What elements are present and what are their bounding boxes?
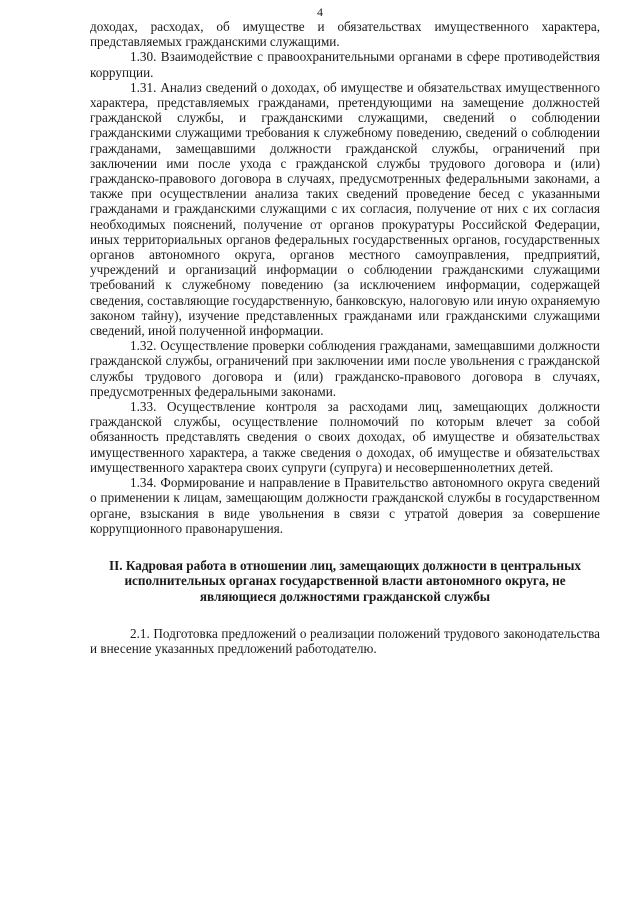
page-number: 4 (317, 5, 323, 19)
paragraph-2-1: 2.1. Подготовка предложений о реализации положений трудового законодательства и внесение указанных предложений работодателю. (90, 626, 600, 657)
document-body (90, 19, 600, 657)
paragraph-continuation: доходах, расходах, об имуществе и обязательствах имущественного характера, представляемых гражданскими служащими. (90, 19, 600, 50)
paragraph-1-33: 1.33. Осуществление контроля за расходами лиц, замещающих должности гражданской службы, осуществление полномочий по которым влечет за собой обязанность представлять сведения о своих доходах, об имуществе и обязательствах имущественного характера, а также сведения о доходах, об имуществе и обязательствах имущественного характера своих супруги (супруга) и несовершеннолетних детей. (90, 399, 600, 475)
section-heading-ii: II. Кадровая работа в отношении лиц, замещающих должности в центральных исполнительных органах государственной власти автономного округа, не являющиеся должностями гражданской службы (109, 557, 581, 604)
paragraph-1-32: 1.32. Осуществление проверки соблюдения гражданами, замещавшими должности гражданской службы, ограничений при заключении ими после увольнения с гражданской службы трудового договора и (или) гражданско-правового договора в случаях, предусмотренных федеральными законами. (90, 338, 600, 399)
paragraph-1-31: 1.31. Анализ сведений о доходах, об имуществе и обязательствах имущественного характера, представляемых гражданами, претендующими на замещение должностей гражданской службы, и гражданскими служащими, сведений о соблюдении гражданскими служащими требования к служебному поведению, сведений о соблюдении гражданами, замещавшими должности гражданской службы, ограничений при заключении ими после ухода с гражданской службы трудового договора и (или) гражданско-правового договора в случаях, предусмотренных федеральными законами, а также при осуществлении анализа таких сведений проведение бесед с указанными гражданами и гражданскими служащими с их согласия, получение от них с их согласия необходимых пояснений, получение от органов прокуратуры Российской Федерации, иных территориальных органов федеральных государственных органов, государственных органов автономного округа, органов местного самоуправления, предприятий, учреждений и организаций информации о соблюдении гражданскими служащими требований к служебному поведению (за исключением информации, содержащей сведения, составляющие государственную, банковскую, налоговую или иную охраняемую законом тайну), изучение представленных гражданами или гражданскими служащими сведений, иной полученной информации. (90, 79, 600, 339)
paragraph-1-34: 1.34. Формирование и направление в Правительство автономного округа сведений о применении к лицам, замещающим должности гражданской службы в государственном органе, взыскания в виде увольнения в связи с утратой доверия за совершение коррупционного правонарушения. (90, 475, 600, 536)
paragraph-1-30: 1.30. Взаимодействие с правоохранительными органами в сфере противодействия коррупции. (90, 49, 600, 80)
